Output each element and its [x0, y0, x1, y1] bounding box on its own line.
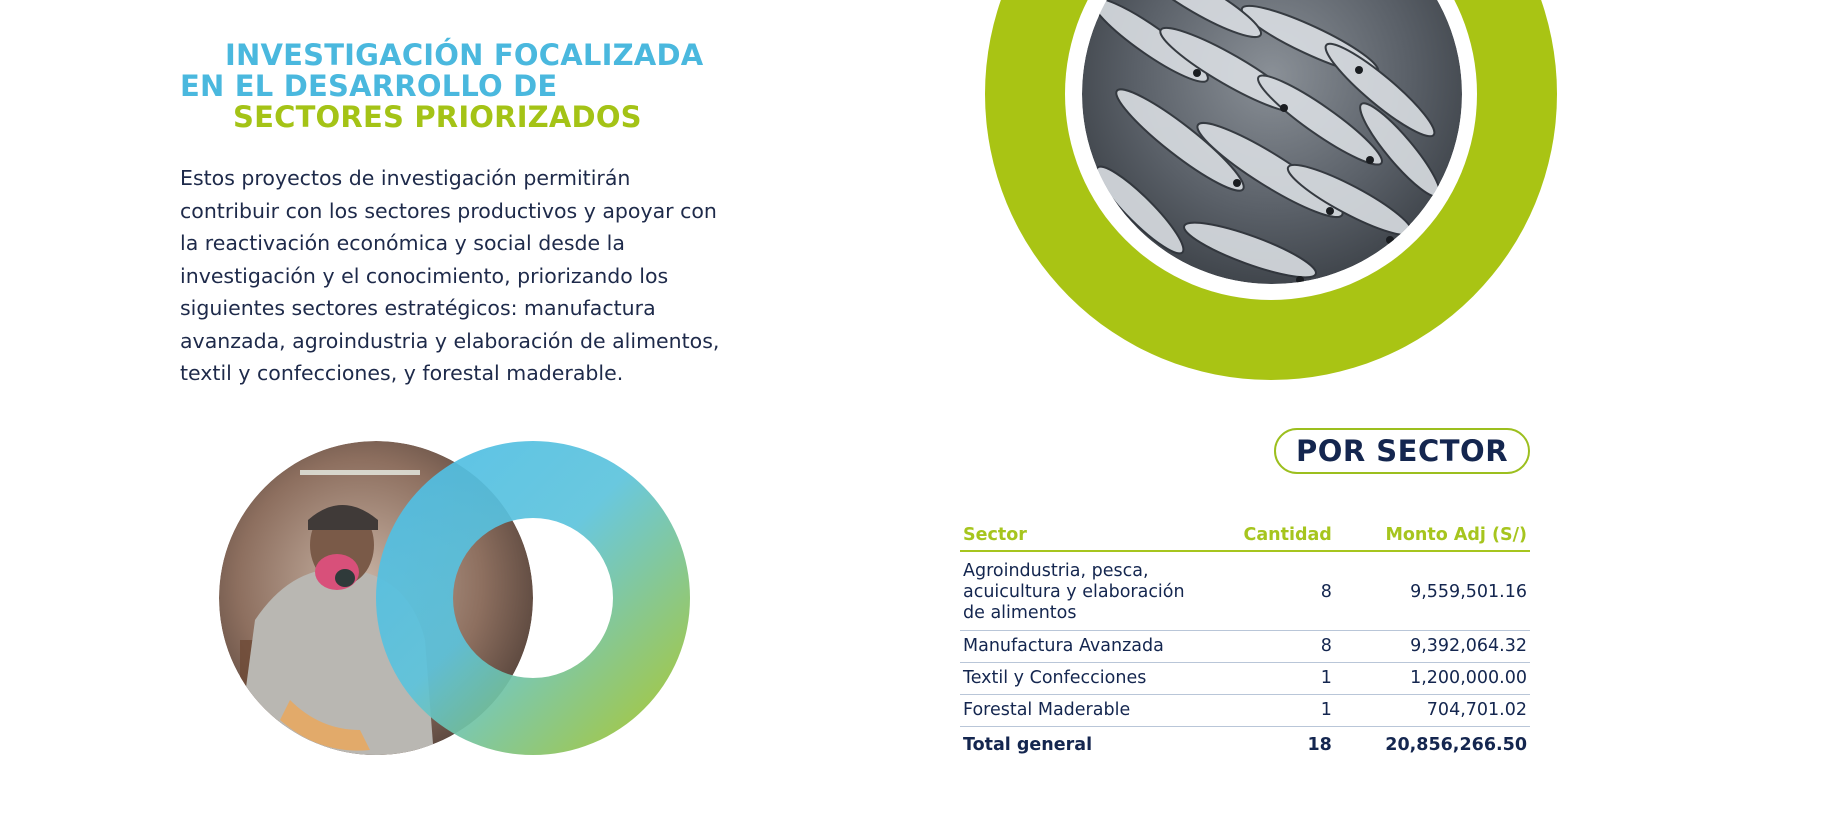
intro-line: contribuir con los sectores productivos y apoyar con [180, 198, 717, 223]
table-row [960, 631, 1530, 663]
cell-sector: Textil y Confecciones [960, 663, 1228, 695]
intro-line: textil y confecciones, y forestal maderable. [180, 361, 624, 385]
header-monto: Monto Adj (S/) [1335, 522, 1530, 551]
cell-cantidad: 1 [1228, 663, 1335, 695]
intro-line: investigación y el conocimiento, priorizando los [180, 263, 669, 288]
cell-sector-line: de alimentos [963, 603, 1077, 623]
header-cantidad: Cantidad [1228, 522, 1335, 551]
table-row [960, 551, 1530, 631]
title-line-1: INVESTIGACIÓN FOCALIZADA [225, 38, 704, 72]
total-cantidad: 18 [1307, 735, 1332, 755]
cell-monto: 704,701.02 [1335, 695, 1530, 727]
cell-cantidad: 8 [1228, 631, 1335, 663]
total-label: Total general [963, 735, 1093, 755]
intro-paragraph [180, 162, 750, 390]
cell-cantidad: 8 [1228, 551, 1335, 631]
cell-sector-line: Agroindustria, pesca, [963, 561, 1149, 581]
intro-line: siguientes sectores estratégicos: manufactura [180, 296, 656, 320]
cell-monto: 1,200,000.00 [1335, 663, 1530, 695]
table-header-row [960, 522, 1530, 551]
page-title [180, 40, 703, 133]
cell-sector [960, 551, 1228, 631]
table-row [960, 663, 1530, 695]
cell-cantidad: 1 [1228, 695, 1335, 727]
intro-line: Estos proyectos de investigación permitirán [180, 166, 631, 190]
header-sector: Sector [960, 522, 1228, 551]
cell-monto: 9,559,501.16 [1335, 551, 1530, 631]
total-monto: 20,856,266.50 [1385, 735, 1527, 755]
title-line-3: SECTORES PRIORIZADOS [233, 100, 642, 134]
cell-sector-line: acuicultura y elaboración [963, 582, 1185, 602]
intro-line: avanzada, agroindustria y elaboración de alimentos, [180, 328, 720, 353]
cell-sector: Forestal Maderable [960, 695, 1228, 727]
intro-line: la reactivación económica y social desde la [180, 231, 625, 255]
por-sector-badge: POR SECTOR [1274, 428, 1530, 474]
sector-table [960, 522, 1530, 761]
table-total-row [960, 727, 1530, 762]
title-line-2: EN EL DESARROLLO DE [180, 69, 558, 103]
cell-monto: 9,392,064.32 [1335, 631, 1530, 663]
table-row [960, 695, 1530, 727]
cell-sector: Manufactura Avanzada [960, 631, 1228, 663]
